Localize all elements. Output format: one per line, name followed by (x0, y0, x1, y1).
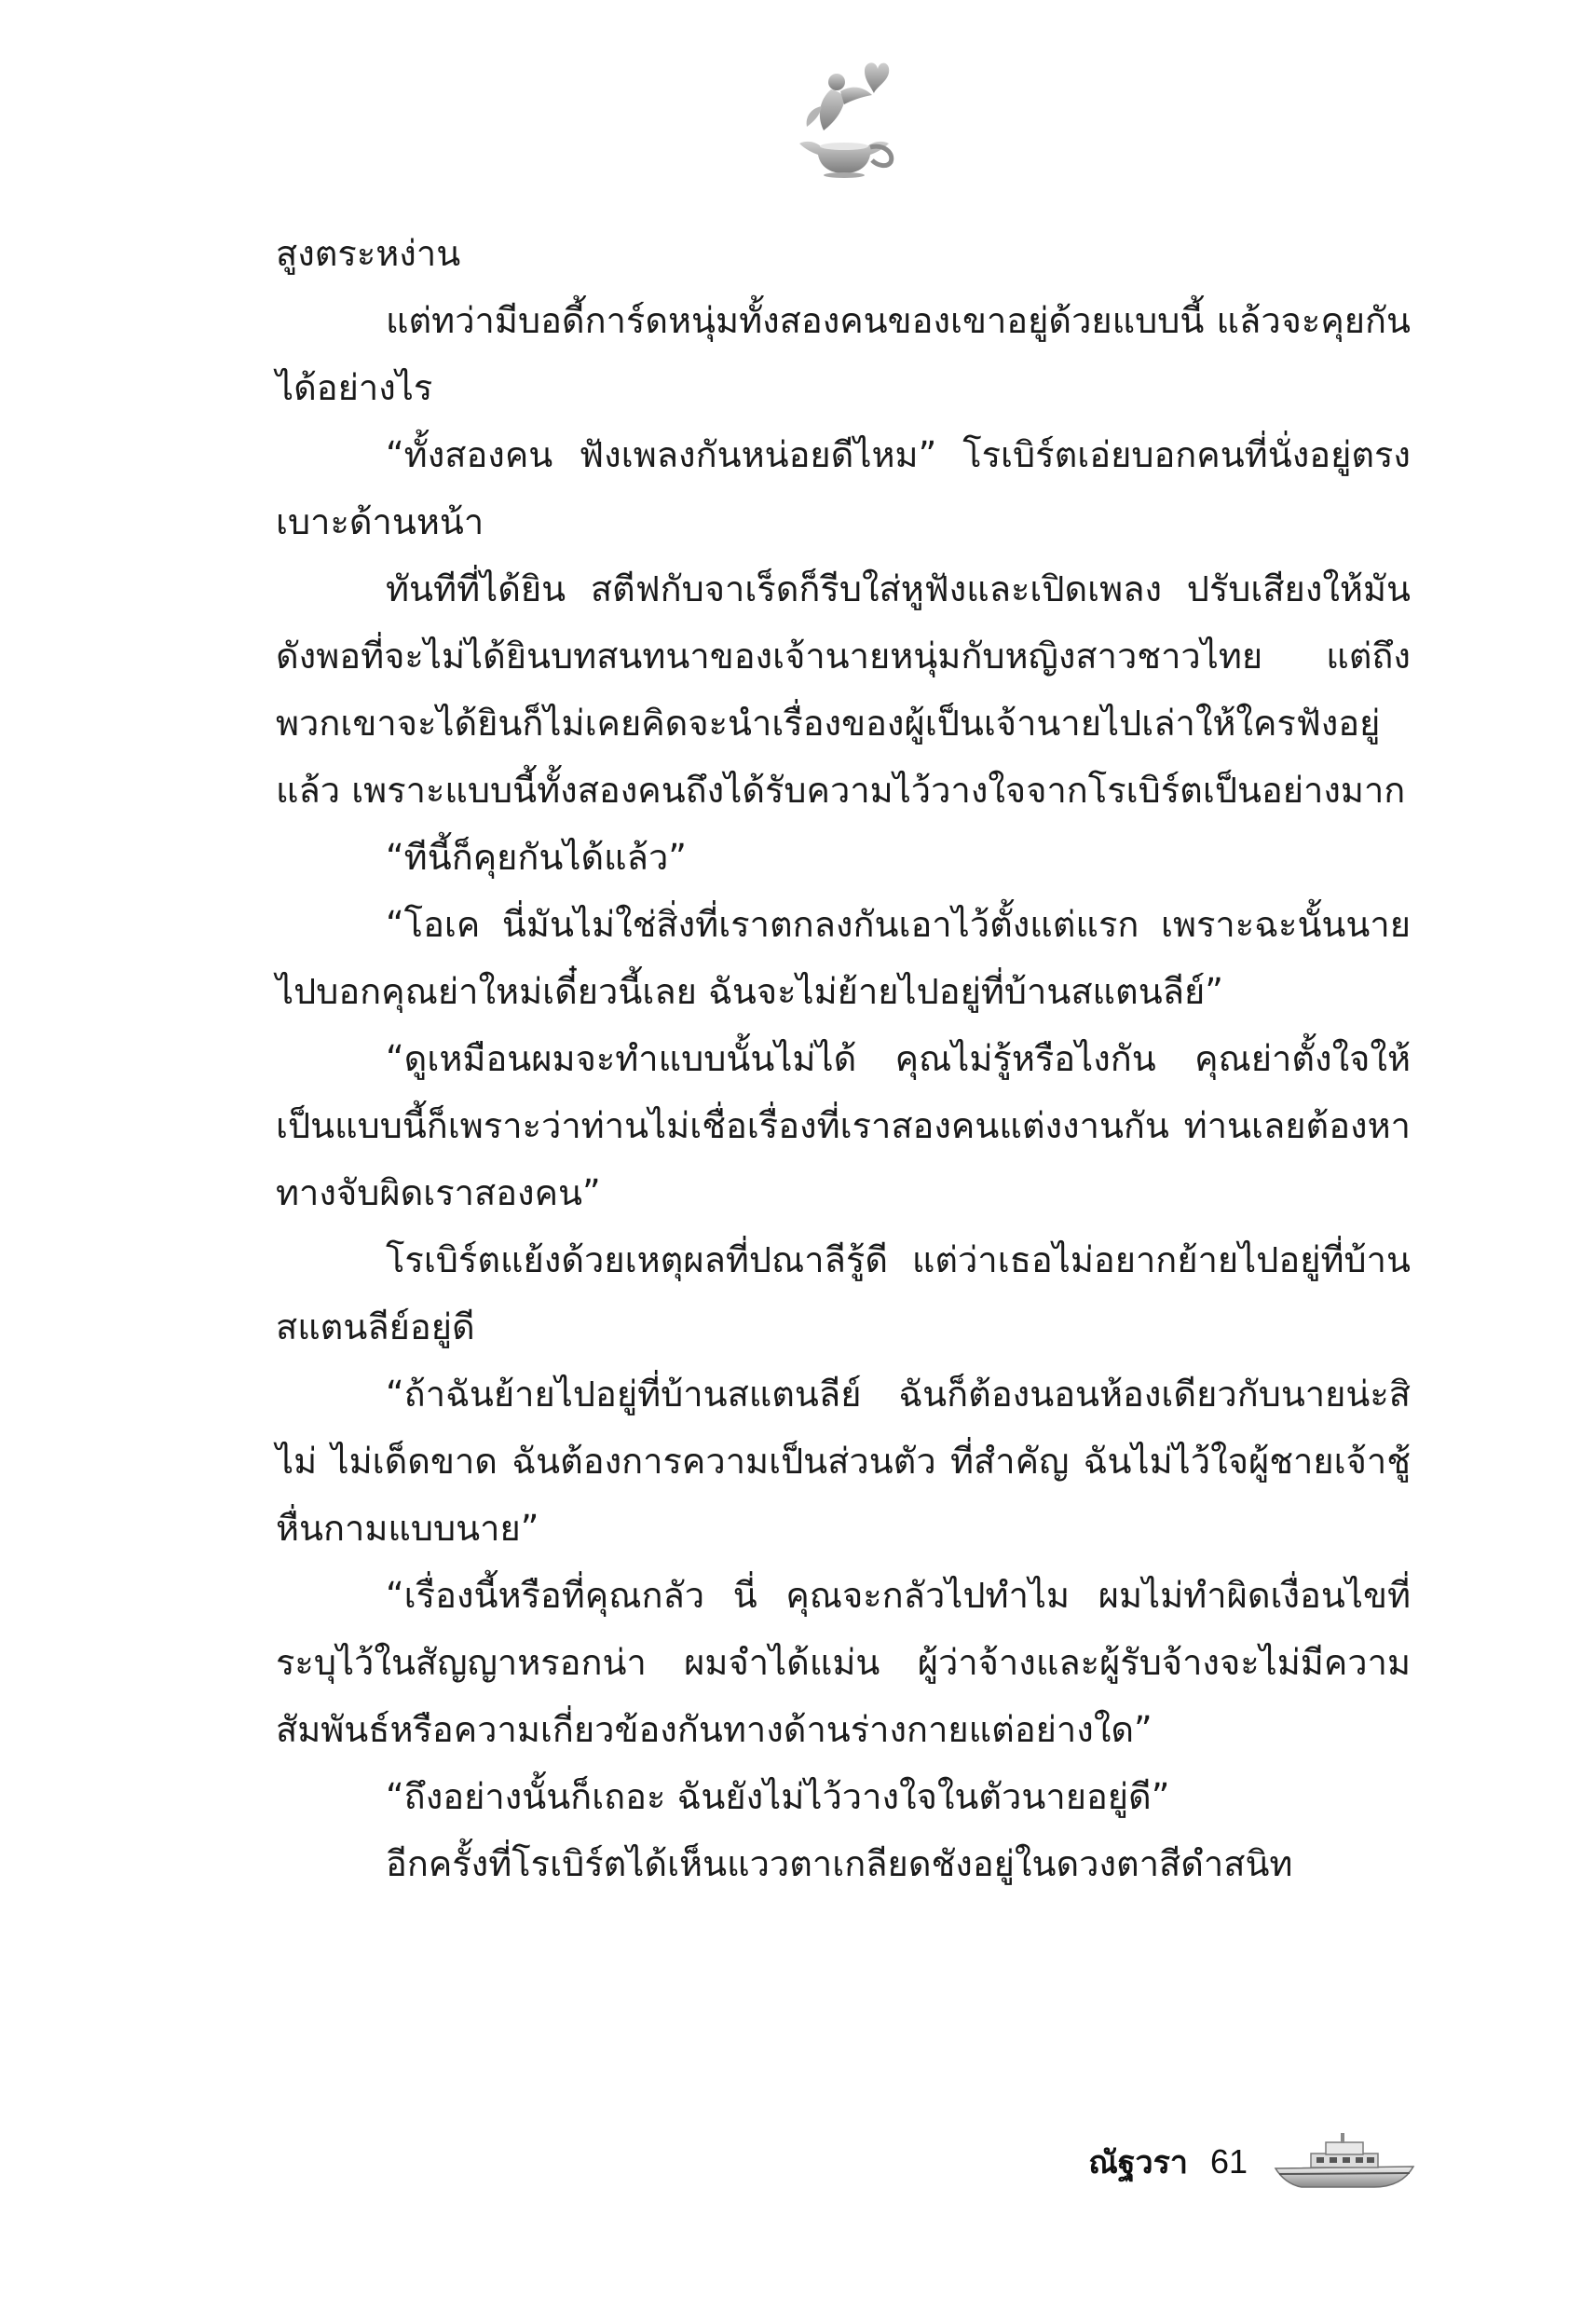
page-number: 61 (1209, 2142, 1248, 2181)
paragraph: แต่ทว่ามีบอดี้การ์ดหนุ่มทั้งสองคนของเขาอยู่ด้วยแบบนี้ แล้วจะคุยกันได้อย่างไร (276, 300, 1411, 408)
paragraph: “ทั้งสองคน ฟังเพลงกันหน่อยดีไหม” โรเบิร์ตเอ่ยบอกคนที่นั่งอยู่ตรงเบาะด้านหน้า (276, 434, 1411, 542)
boat-icon (1270, 2129, 1419, 2195)
paragraph: ทันทีที่ได้ยิน สตีฟกับจาเร็ดก็รีบใส่หูฟังและเปิดเพลง ปรับเสียงให้มันดังพอที่จะไม่ได้ยินบทสนทนาของเจ้านายหนุ่มกับหญิงสาวชาวไทย แต่ถึงพวกเขาจะได้ยินก็ไม่เคยคิดจะนำเรื่องของผู้เป็นเจ้านายไปเล่าให้ใครฟังอยู่แล้ว เพราะแบบนี้ทั้งสองคนถึงได้รับความไว้วางใจจากโรเบิร์ตเป็นอย่างมาก (276, 568, 1411, 811)
teapot-fairy-ornament-icon (779, 50, 909, 181)
body-text (276, 220, 1411, 1897)
paragraph: สูงตระหง่าน (276, 233, 461, 274)
paragraph: โรเบิร์ตแย้งด้วยเหตุผลที่ปณาลีรู้ดี แต่ว่าเธอไม่อยากย้ายไปอยู่ที่บ้านสแตนลีย์อยู่ดี (276, 1239, 1411, 1347)
author-name: ณัฐวรา (1088, 2144, 1188, 2181)
page-footer (1088, 2125, 1419, 2199)
paragraph: “เรื่องนี้หรือที่คุณกลัว นี่ คุณจะกลัวไปทำไม ผมไม่ทำผิดเงื่อนไขที่ระบุไว้ในสัญญาหรอกน่า ผมจำได้แม่น ผู้ว่าจ้างและผู้รับจ้างจะไม่มีความสัมพันธ์หรือความเกี่ยวข้องกันทางด้านร่างกายแต่อย่างใด” (276, 1575, 1411, 1750)
paragraph: “ถึงอย่างนั้นก็เถอะ ฉันยังไม่ไว้วางใจในตัวนายอยู่ดี” (386, 1776, 1170, 1817)
paragraph: “ทีนี้ก็คุยกันได้แล้ว” (386, 837, 687, 878)
paragraph: “ดูเหมือนผมจะทำแบบนั้นไม่ได้ คุณไม่รู้หรือไงกัน คุณย่าตั้งใจให้เป็นแบบนี้ก็เพราะว่าท่านไม่เชื่อเรื่องที่เราสองคนแต่งงานกัน ท่านเลยต้องหาทางจับผิดเราสองคน” (276, 1038, 1411, 1213)
paragraph: “ถ้าฉันย้ายไปอยู่ที่บ้านสแตนลีย์ ฉันก็ต้องนอนห้องเดียวกับนายน่ะสิ ไม่ ไม่เด็ดขาด ฉันต้องการความเป็นส่วนตัว ที่สำคัญ ฉันไม่ไว้ใจผู้ชายเจ้าชู้หื่นกามแบบนาย” (276, 1374, 1411, 1549)
paragraph: อีกครั้งที่โรเบิร์ตได้เห็นแววตาเกลียดชังอยู่ในดวงตาสีดำสนิท (386, 1843, 1293, 1884)
paragraph: “โอเค นี่มันไม่ใช่สิ่งที่เราตกลงกันเอาไว้ตั้งแต่แรก เพราะฉะนั้นนายไปบอกคุณย่าใหม่เดี๋ยวนี้เลย ฉันจะไม่ย้ายไปอยู่ที่บ้านสแตนลีย์” (276, 904, 1411, 1012)
